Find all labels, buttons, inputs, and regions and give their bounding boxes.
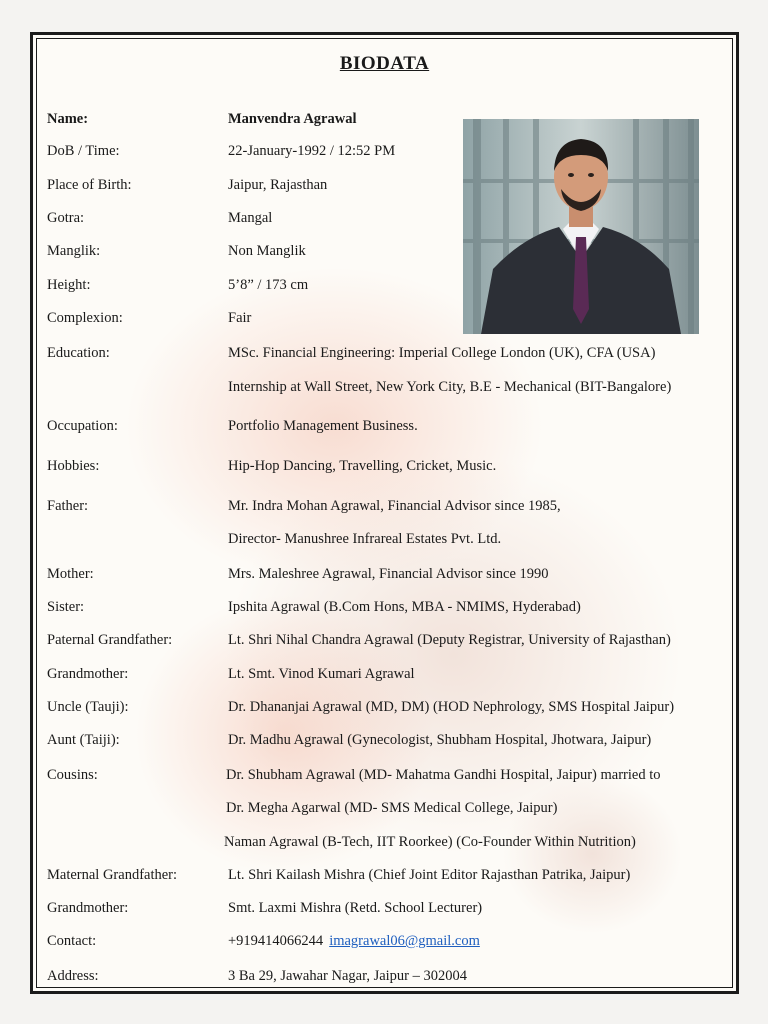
field-value: [228, 309, 251, 327]
field-value-text: Dr. Megha Agarwal (MD- SMS Medical College, Jaipur): [226, 800, 558, 816]
field-label: Place of Birth:: [47, 177, 132, 193]
field-label: Maternal Grandfather:: [47, 867, 178, 883]
field-value: [228, 344, 655, 362]
field-value-text: Dr. Dhananjai Agrawal (MD, DM) (HOD Nephrology, SMS Hospital Jaipur): [228, 699, 675, 715]
field-label: Occupation:: [47, 418, 118, 434]
field-label: Manglik:: [47, 243, 101, 259]
field-label: Address:: [47, 968, 99, 984]
field-value-text: Portfolio Management Business.: [228, 418, 418, 434]
field-value-text: 22-January-1992 / 12:52 PM: [228, 143, 396, 159]
field-label: Name:: [47, 111, 89, 127]
field-value: [228, 665, 415, 683]
field-value: [228, 176, 327, 194]
field-value: [228, 497, 561, 515]
field-value: [226, 799, 557, 817]
field-value-text: MSc. Financial Engineering: Imperial College London (UK), CFA (USA): [228, 345, 656, 361]
field-label: Grandmother:: [47, 900, 129, 916]
field-value-text: Smt. Laxmi Mishra (Retd. School Lecturer): [228, 900, 483, 916]
field-value-text: Naman Agrawal (B-Tech, IIT Roorkee) (Co-Founder Within Nutrition): [224, 834, 636, 850]
field-value: [228, 209, 272, 227]
field-label: Complexion:: [47, 310, 123, 326]
field-value: [228, 242, 306, 260]
field-label: Height:: [47, 277, 91, 293]
field-value-text: +919414066244: [228, 933, 324, 949]
field-value-text: Manvendra Agrawal: [228, 111, 357, 127]
field-value: [228, 932, 480, 950]
field-value-text: Lt. Shri Kailash Mishra (Chief Joint Editor Rajasthan Patrika, Jaipur): [228, 867, 631, 883]
field-label: DoB / Time:: [47, 143, 120, 159]
field-value-text: Dr. Madhu Agrawal (Gynecologist, Shubham Hospital, Jhotwara, Jaipur): [228, 732, 652, 748]
field-value: [224, 833, 636, 851]
field-value: [228, 565, 549, 583]
field-label: Cousins:: [47, 767, 98, 783]
field-value-text: Internship at Wall Street, New York City, B.E - Mechanical (BIT-Bangalore): [228, 379, 672, 395]
field-label: Mother:: [47, 566, 94, 582]
field-value: [228, 899, 482, 917]
field-value: [228, 598, 581, 616]
field-value: [228, 378, 671, 396]
field-label: Uncle (Tauji):: [47, 699, 129, 715]
field-value: [228, 110, 356, 128]
field-value-text: Mangal: [228, 210, 273, 226]
field-value-text: Lt. Shri Nihal Chandra Agrawal (Deputy Registrar, University of Rajasthan): [228, 632, 671, 648]
field-value: [228, 866, 630, 884]
field-value: [228, 530, 501, 548]
field-value-text: 5’8” / 173 cm: [228, 277, 309, 293]
field-value-text: Lt. Smt. Vinod Kumari Agrawal: [228, 666, 415, 682]
field-value: [228, 276, 308, 294]
portrait-photo: [463, 119, 699, 334]
field-value-text: 3 Ba 29, Jawahar Nagar, Jaipur – 302004: [228, 968, 468, 984]
sheet-inner-border: [36, 38, 733, 988]
field-label: Hobbies:: [47, 458, 100, 474]
field-value: [228, 142, 395, 160]
page-title: BIODATA: [339, 53, 430, 74]
field-value-text: Mrs. Maleshree Agrawal, Financial Advisor since 1990: [228, 566, 549, 582]
field-value: [228, 631, 671, 649]
field-label: Father:: [47, 498, 89, 514]
field-label: Paternal Grandfather:: [47, 632, 173, 648]
field-value: [226, 766, 661, 784]
field-value-text: Director- Manushree Infrareal Estates Pvt. Ltd.: [228, 531, 502, 547]
field-label: Gotra:: [47, 210, 85, 226]
field-value-text: Jaipur, Rajasthan: [228, 177, 328, 193]
field-label: Education:: [47, 345, 110, 361]
field-value: [228, 967, 467, 985]
field-value: [228, 731, 651, 749]
field-value: [228, 417, 418, 435]
field-value: [228, 698, 674, 716]
field-value-text: Mr. Indra Mohan Agrawal, Financial Advisor since 1985,: [228, 498, 561, 514]
field-label: Contact:: [47, 933, 97, 949]
field-value: [228, 457, 496, 475]
field-value-text: Fair: [228, 310, 252, 326]
field-value-text: Hip-Hop Dancing, Travelling, Cricket, Music.: [228, 458, 497, 474]
field-label: Grandmother:: [47, 666, 129, 682]
biodata-sheet: [30, 32, 739, 994]
field-value-text: Non Manglik: [228, 243, 306, 259]
field-label: Aunt (Taiji):: [47, 732, 120, 748]
email-link[interactable]: imagrawal06@gmail.com: [329, 933, 480, 949]
field-value-text: Ipshita Agrawal (B.Com Hons, MBA - NMIMS, Hyderabad): [228, 599, 581, 615]
field-label: Sister:: [47, 599, 85, 615]
field-value-text: Dr. Shubham Agrawal (MD- Mahatma Gandhi Hospital, Jaipur) married to: [226, 767, 661, 783]
